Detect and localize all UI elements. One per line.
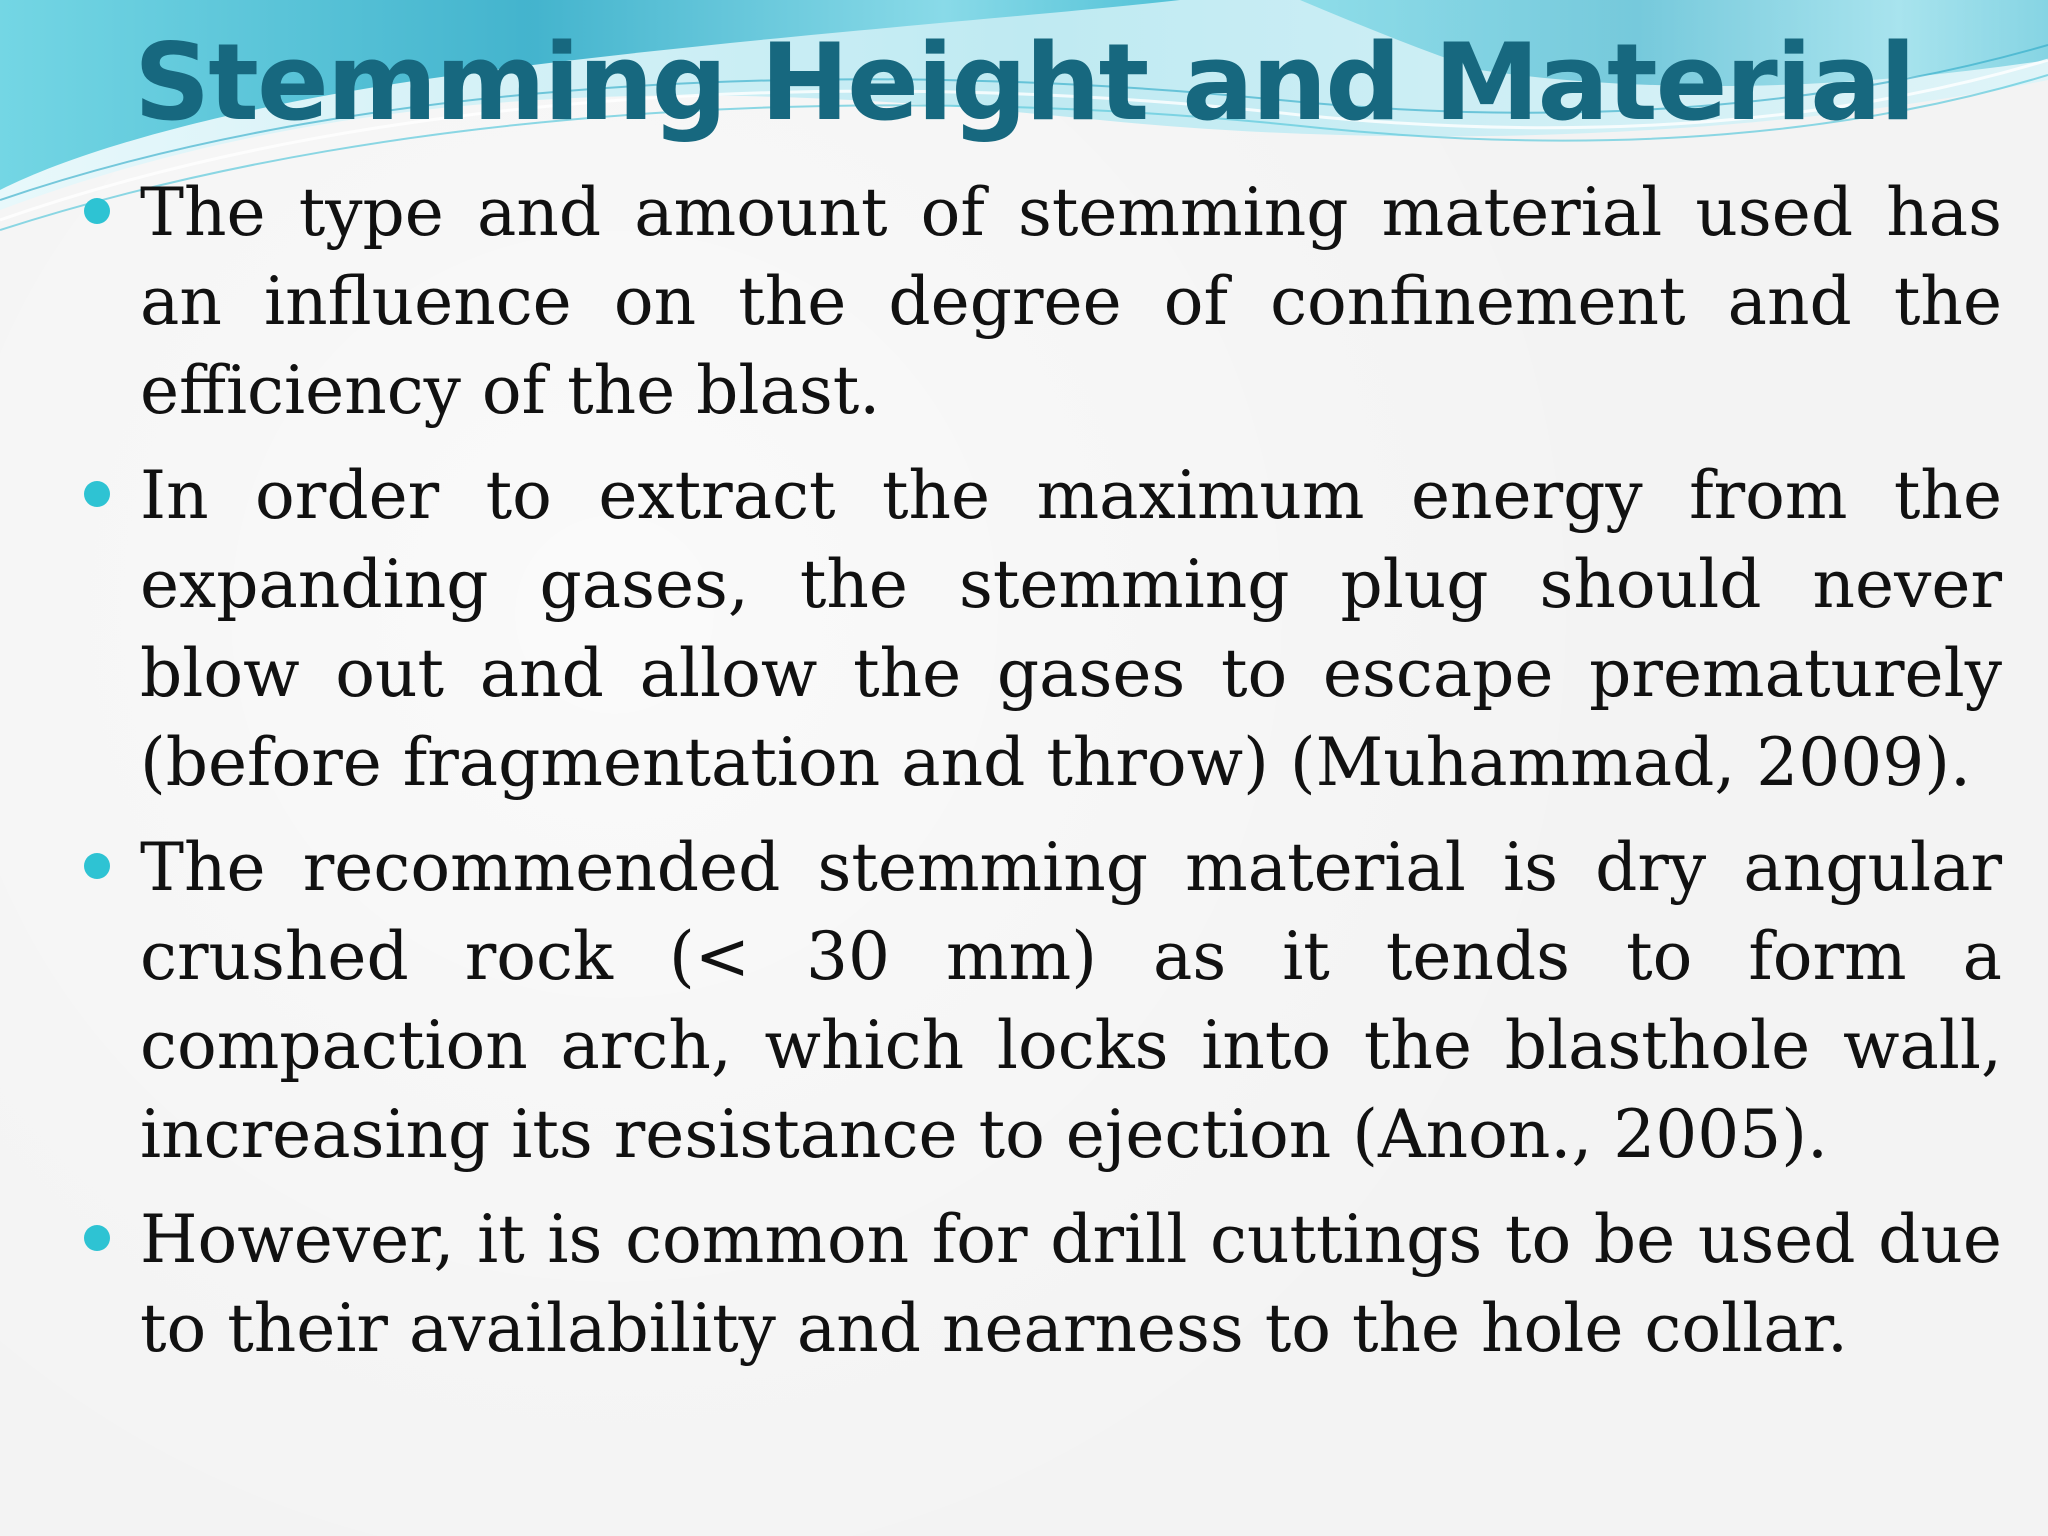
bullet-dot-icon (84, 853, 110, 879)
bullet-dot-icon (84, 1225, 110, 1251)
bullet-text: The recommended stemming material is dry angular crushed rock (< 30 mm) as it tends to form a compaction arch, which locks into the blasthole wall, increasing its resistance to ejection (Anon., 2005). (140, 829, 2002, 1173)
slide-title: Stemming Height and Material (133, 21, 1915, 144)
bullet-list (80, 168, 2002, 1389)
bullet-dot-icon (84, 481, 110, 507)
bullet-item (80, 823, 2002, 1179)
bullet-text: However, it is common for drill cuttings to be used due to their availability and nearness to the hole collar. (140, 1201, 2002, 1367)
bullet-item (80, 168, 2002, 435)
bullet-dot-icon (84, 198, 110, 224)
bullet-text: In order to extract the maximum energy from the expanding gases, the stemming plug should never blow out and allow the gases to escape prematurely (before fragmentation and throw) (Muhammad, 2009). (140, 457, 2002, 801)
bullet-item (80, 1195, 2002, 1373)
bullet-text: The type and amount of stemming material used has an influence on the degree of confinement and the efficiency of the blast. (140, 174, 2002, 429)
bullet-item (80, 451, 2002, 807)
